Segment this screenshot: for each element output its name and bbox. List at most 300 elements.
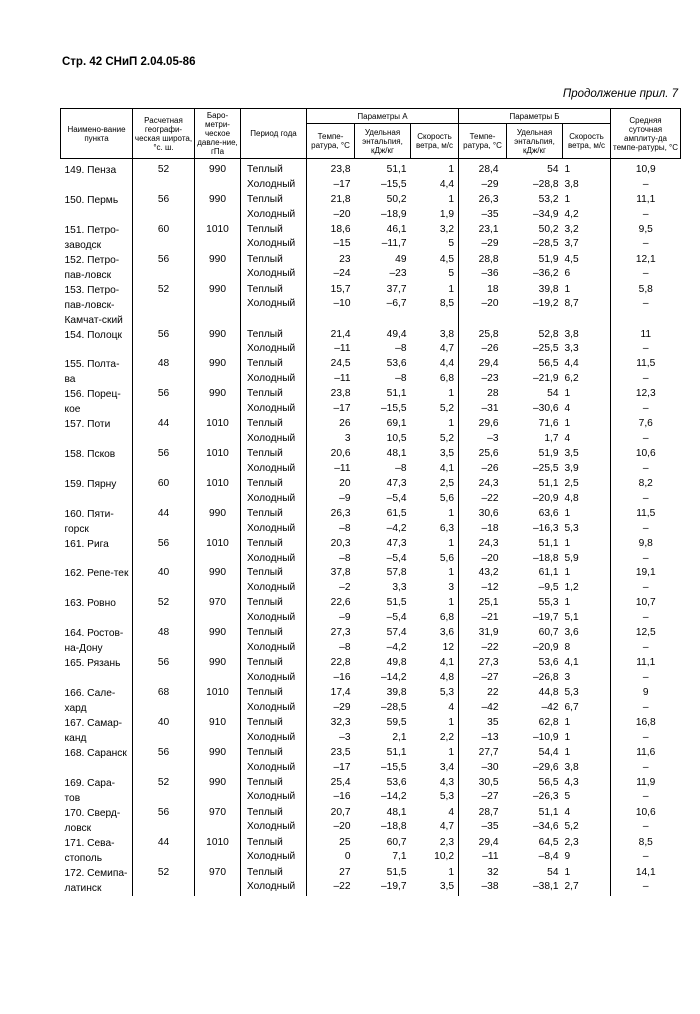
cell-temp-b (459, 537, 507, 567)
value-warm: 53,6 (538, 657, 559, 669)
cell-temp-a (307, 417, 355, 447)
cell-name: 157. Поти (64, 419, 111, 431)
value-warm: 1 (448, 388, 454, 400)
cell-wind-b (563, 566, 611, 596)
cell-pressure: 990 (195, 746, 241, 776)
value-cold: –8 (395, 463, 407, 475)
cell-period (241, 686, 307, 716)
value-cold: 4,1 (439, 463, 454, 475)
cell-wind-b (563, 656, 611, 686)
value-cold: 3 (448, 582, 454, 594)
value-warm: 3,6 (564, 627, 579, 639)
table-row (61, 507, 681, 537)
value-cold: –18,9 (381, 208, 407, 220)
value-warm: 1 (448, 866, 454, 878)
cell-amplitude (611, 477, 681, 507)
value-cold: –9 (339, 492, 351, 504)
value-cold: –20 (481, 552, 499, 564)
value-warm: 54 (547, 388, 559, 400)
value-cold: Холодный (247, 492, 296, 504)
cell-amplitude (611, 746, 681, 776)
value-cold: Холодный (247, 343, 296, 355)
climate-parameters-table (60, 108, 681, 896)
value-warm: 29,4 (478, 836, 499, 848)
cell-temp-b (459, 357, 507, 387)
value-warm: 24,5 (330, 358, 351, 370)
value-cold: –8 (395, 343, 407, 355)
value-cold: Холодный (247, 761, 296, 773)
value-warm: 1 (564, 866, 571, 878)
cell-temp-b (459, 836, 507, 866)
value-warm: 1 (448, 283, 454, 295)
value-warm: 20 (339, 477, 351, 489)
table-row (61, 866, 681, 896)
cell-wind-b (563, 477, 611, 507)
value-warm: 29,4 (478, 358, 499, 370)
cell-name: 160. Пяти-горск (64, 508, 114, 535)
cell-enthalpy-b (507, 566, 563, 596)
value-cold: 10,2 (434, 851, 454, 863)
cell-name: 158. Псков (64, 449, 116, 461)
value-warm: 48,1 (386, 448, 407, 460)
value-cold: –22 (333, 881, 351, 893)
value-warm: 23,8 (330, 164, 351, 175)
value-warm: 29,6 (478, 418, 499, 430)
cell-wind-b (563, 387, 611, 417)
value-cold: 5,2 (439, 433, 454, 445)
cell-period (241, 537, 307, 567)
cell-name: 171. Сева-стополь (64, 837, 115, 864)
cell-temp-b (459, 866, 507, 896)
value-amplitude-cold: – (642, 641, 649, 653)
value-amplitude-cold: – (642, 582, 649, 594)
value-cold: 6,8 (439, 373, 454, 385)
value-warm: 18 (487, 283, 499, 295)
value-warm: 56,5 (538, 776, 559, 788)
value-amplitude-cold: – (642, 821, 649, 833)
cell-latitude: 40 (133, 566, 195, 596)
value-cold: –17 (333, 761, 351, 773)
cell-latitude: 44 (133, 507, 195, 537)
value-warm: 50,2 (538, 223, 559, 235)
header-amplitude: Средняя суточная амплиту-да темпе-ратуры, °С (611, 109, 681, 159)
cell-amplitude (611, 283, 681, 328)
value-cold: Холодный (247, 552, 296, 564)
cell-latitude: 56 (133, 328, 195, 358)
cell-temp-a (307, 806, 355, 836)
value-warm: 48,1 (386, 806, 407, 818)
cell-name: 168. Саранск (64, 747, 127, 759)
cell-wind-a (411, 656, 459, 686)
value-cold: –19,7 (381, 881, 407, 893)
value-warm: 20,3 (330, 537, 351, 549)
cell-enthalpy-b (507, 159, 563, 193)
value-cold: –38 (481, 881, 499, 893)
cell-enthalpy-a (355, 283, 411, 328)
value-warm: 35 (487, 716, 499, 728)
value-cold: 1,2 (564, 582, 579, 594)
cell-latitude: 60 (133, 477, 195, 507)
cell-wind-b (563, 283, 611, 328)
value-warm: 51,1 (538, 537, 559, 549)
cell-wind-b (563, 626, 611, 656)
value-amplitude: 12,3 (635, 388, 656, 400)
value-warm: 49,4 (386, 328, 407, 340)
table-row (61, 537, 681, 567)
value-cold: 8,7 (564, 298, 579, 310)
value-amplitude: 12,1 (635, 253, 656, 265)
value-cold: Холодный (247, 701, 296, 713)
value-cold: –20 (481, 298, 499, 310)
value-amplitude-cold: – (642, 403, 649, 415)
cell-period (241, 566, 307, 596)
value-warm: 1 (564, 537, 571, 549)
cell-period (241, 387, 307, 417)
value-cold: 6,3 (439, 522, 454, 534)
value-warm: Теплый (247, 223, 283, 235)
cell-wind-b (563, 537, 611, 567)
value-amplitude: 11,5 (636, 507, 656, 519)
value-warm: 61,1 (538, 567, 559, 579)
cell-pressure: 990 (195, 626, 241, 656)
value-cold: Холодный (247, 671, 296, 683)
cell-wind-a (411, 537, 459, 567)
cell-period (241, 656, 307, 686)
value-warm: 31,9 (478, 627, 499, 639)
cell-latitude: 56 (133, 537, 195, 567)
value-warm: 53,6 (386, 358, 407, 370)
cell-amplitude (611, 223, 681, 253)
cell-name: 163. Ровно (64, 598, 116, 610)
value-cold: 5,3 (564, 522, 579, 534)
cell-wind-a (411, 417, 459, 447)
table-row (61, 626, 681, 656)
cell-period (241, 507, 307, 537)
cell-enthalpy-a (355, 223, 411, 253)
cell-enthalpy-b (507, 507, 563, 537)
value-cold: Холодный (247, 612, 296, 624)
page-reference: Стр. 42 СНиП 2.04.05-86 (62, 56, 196, 68)
cell-enthalpy-b (507, 537, 563, 567)
cell-amplitude (611, 566, 681, 596)
value-cold: Холодный (247, 433, 296, 445)
value-warm: 22,6 (330, 597, 351, 609)
value-amplitude-cold: – (642, 373, 649, 385)
cell-period (241, 806, 307, 836)
cell-period (241, 716, 307, 746)
value-warm: 27,7 (478, 746, 499, 758)
cell-name: 164. Ростов-на-Дону (64, 628, 124, 655)
value-warm: Теплый (247, 836, 283, 848)
cell-enthalpy-b (507, 447, 563, 477)
value-amplitude-cold: – (642, 791, 649, 803)
cell-temp-a (307, 193, 355, 223)
value-cold: –13 (481, 731, 499, 743)
value-amplitude-cold: – (642, 701, 649, 713)
value-warm: 47,3 (386, 477, 407, 489)
value-warm: 25,8 (478, 328, 499, 340)
cell-enthalpy-a (355, 193, 411, 223)
cell-enthalpy-b (507, 626, 563, 656)
value-cold: –4,2 (386, 522, 407, 534)
value-cold: –11 (334, 343, 351, 355)
cell-wind-a (411, 836, 459, 866)
value-cold: –10,9 (533, 731, 559, 743)
value-warm: 25 (339, 836, 351, 848)
value-warm: 1 (564, 507, 571, 519)
cell-enthalpy-a (355, 656, 411, 686)
cell-temp-a (307, 836, 355, 866)
cell-wind-b (563, 836, 611, 866)
value-warm: 3,8 (564, 328, 579, 340)
value-cold: 8,5 (439, 298, 454, 310)
value-warm: 1 (448, 507, 454, 519)
cell-amplitude (611, 357, 681, 387)
cell-wind-b (563, 866, 611, 896)
value-warm: Теплый (247, 283, 283, 295)
value-cold: –10 (333, 298, 351, 310)
cell-enthalpy-a (355, 159, 411, 193)
value-cold: –17 (333, 178, 351, 190)
cell-enthalpy-b (507, 596, 563, 626)
value-warm: 4,5 (564, 253, 579, 265)
cell-enthalpy-a (355, 626, 411, 656)
value-cold: –16 (333, 791, 351, 803)
value-amplitude: 11,1 (636, 657, 656, 669)
cell-wind-b (563, 417, 611, 447)
value-cold: 4,4 (439, 178, 454, 190)
value-warm: 51,1 (538, 806, 559, 818)
cell-wind-b (563, 507, 611, 537)
value-warm: 27,3 (478, 657, 499, 669)
value-cold: 4 (564, 433, 571, 445)
cell-temp-a (307, 507, 355, 537)
cell-pressure: 970 (195, 596, 241, 626)
cell-latitude: 56 (133, 193, 195, 223)
value-cold: –14,2 (381, 671, 407, 683)
value-cold: –15,5 (381, 761, 407, 773)
value-warm: 1 (448, 597, 454, 609)
value-cold: Холодный (247, 791, 296, 803)
cell-pressure: 990 (195, 656, 241, 686)
value-cold: Холодный (247, 403, 296, 415)
cell-wind-a (411, 806, 459, 836)
cell-temp-b (459, 328, 507, 358)
value-warm: Теплый (247, 477, 283, 489)
value-warm: Теплый (247, 448, 283, 460)
value-amplitude-cold: – (642, 238, 649, 250)
value-cold: 4,8 (439, 671, 454, 683)
cell-enthalpy-a (355, 507, 411, 537)
cell-temp-a (307, 283, 355, 328)
cell-temp-b (459, 159, 507, 193)
cell-temp-a (307, 776, 355, 806)
value-cold: Холодный (247, 522, 296, 534)
value-cold: –3 (339, 731, 351, 743)
header-name: Наимено-вание пункта (61, 109, 133, 159)
header-temp-b: Темпе-ратура, °С (459, 124, 507, 159)
value-cold: 3,9 (564, 463, 579, 475)
value-warm: 49,8 (386, 657, 407, 669)
value-cold: –29 (481, 238, 499, 250)
value-cold: –36,2 (533, 268, 559, 280)
value-warm: 25,4 (330, 776, 351, 788)
value-amplitude: 7,6 (638, 418, 653, 430)
value-warm: 1 (564, 164, 571, 175)
value-warm: 21,8 (330, 193, 351, 205)
value-warm: 18,6 (330, 223, 351, 235)
cell-wind-a (411, 477, 459, 507)
value-amplitude-cold: – (642, 433, 649, 445)
cell-latitude: 52 (133, 776, 195, 806)
value-cold: –8 (395, 373, 407, 385)
cell-wind-a (411, 866, 459, 896)
value-warm: 20,6 (330, 448, 351, 460)
value-cold: –8 (339, 641, 351, 653)
value-warm: 1 (564, 388, 571, 400)
cell-wind-a (411, 253, 459, 283)
value-cold: –12 (481, 582, 499, 594)
value-warm: 26 (339, 418, 351, 430)
value-warm: 53,6 (386, 776, 407, 788)
value-cold: –31 (481, 403, 499, 415)
cell-period (241, 159, 307, 193)
value-amplitude: 11,9 (636, 776, 656, 788)
value-warm: 28,8 (478, 253, 499, 265)
header-enthalpy-b: Удельная энтальпия, кДж/кг (507, 124, 563, 159)
cell-enthalpy-a (355, 357, 411, 387)
value-warm: Теплый (247, 328, 283, 340)
value-cold: –5,4 (386, 492, 407, 504)
cell-name: 154. Полоцк (64, 329, 122, 341)
value-amplitude: 11,5 (636, 358, 656, 370)
value-cold: –20 (333, 208, 351, 220)
cell-name: 165. Рязань (64, 658, 121, 670)
table-row (61, 656, 681, 686)
value-warm: 4 (564, 806, 571, 818)
value-amplitude: 9,8 (638, 537, 653, 549)
cell-pressure: 1010 (195, 477, 241, 507)
value-warm: 2,3 (564, 836, 579, 848)
value-warm: 1 (564, 193, 571, 205)
cell-temp-a (307, 746, 355, 776)
cell-enthalpy-a (355, 806, 411, 836)
value-warm: 59,5 (386, 716, 407, 728)
value-cold: –28,5 (533, 238, 559, 250)
value-cold: –18,8 (381, 821, 407, 833)
cell-wind-a (411, 283, 459, 328)
value-warm: Теплый (247, 746, 283, 758)
value-warm: 3,5 (564, 448, 579, 460)
value-amplitude-cold: – (642, 761, 649, 773)
cell-period (241, 477, 307, 507)
cell-wind-a (411, 596, 459, 626)
value-warm: 4,4 (439, 358, 454, 370)
value-cold: –25,5 (533, 343, 559, 355)
cell-wind-b (563, 253, 611, 283)
value-cold: 3 (564, 671, 571, 683)
value-warm: 37,8 (330, 567, 351, 579)
table-row (61, 686, 681, 716)
value-warm: 53,2 (538, 193, 559, 205)
cell-temp-a (307, 328, 355, 358)
value-warm: 23 (339, 253, 351, 265)
table-row (61, 806, 681, 836)
value-cold: 4 (448, 701, 454, 713)
cell-latitude: 44 (133, 836, 195, 866)
value-warm: 54,4 (538, 746, 559, 758)
value-warm: 4,1 (439, 657, 454, 669)
header-params-a: Параметры А (307, 109, 459, 124)
cell-enthalpy-b (507, 716, 563, 746)
cell-amplitude (611, 507, 681, 537)
table-row (61, 328, 681, 358)
cell-temp-b (459, 806, 507, 836)
cell-temp-b (459, 283, 507, 328)
cell-enthalpy-a (355, 253, 411, 283)
value-cold: –27 (481, 671, 499, 683)
value-warm: 62,8 (538, 716, 559, 728)
value-cold: 10,5 (386, 433, 407, 445)
value-amplitude-cold: – (642, 881, 649, 893)
value-cold: –16,3 (533, 522, 559, 534)
value-warm: 27,3 (330, 627, 351, 639)
value-warm: Теплый (247, 388, 283, 400)
value-cold: –6,7 (386, 298, 407, 310)
cell-enthalpy-b (507, 746, 563, 776)
value-warm: 39,8 (538, 283, 559, 295)
value-cold: –8 (339, 522, 351, 534)
value-cold: 6,8 (439, 612, 454, 624)
value-cold: –29 (481, 178, 499, 190)
cell-enthalpy-b (507, 806, 563, 836)
value-cold: –17 (333, 403, 351, 415)
value-warm: Теплый (247, 567, 283, 579)
value-cold: –20,9 (533, 492, 559, 504)
table-row (61, 193, 681, 223)
value-warm: 32 (487, 866, 499, 878)
cell-pressure: 1010 (195, 686, 241, 716)
cell-latitude: 56 (133, 253, 195, 283)
value-amplitude-cold: – (642, 851, 649, 863)
value-warm: 28,4 (478, 164, 499, 175)
cell-period (241, 417, 307, 447)
cell-wind-a (411, 746, 459, 776)
cell-enthalpy-a (355, 746, 411, 776)
value-cold: –42 (481, 701, 499, 713)
cell-wind-b (563, 447, 611, 477)
value-warm: 57,4 (386, 627, 407, 639)
value-cold: Холодный (247, 463, 296, 475)
cell-enthalpy-b (507, 328, 563, 358)
value-cold: Холодный (247, 821, 296, 833)
cell-amplitude (611, 537, 681, 567)
value-cold: –11 (482, 851, 499, 863)
value-cold: 0 (344, 851, 351, 863)
cell-enthalpy-b (507, 193, 563, 223)
cell-temp-b (459, 626, 507, 656)
value-cold: 3,4 (439, 761, 454, 773)
value-cold: 12 (442, 641, 454, 653)
value-warm: 24,3 (478, 477, 499, 489)
value-warm: 56,5 (538, 358, 559, 370)
cell-period (241, 193, 307, 223)
cell-amplitude (611, 866, 681, 896)
cell-pressure: 990 (195, 507, 241, 537)
cell-temp-b (459, 223, 507, 253)
table-row (61, 283, 681, 328)
value-warm: 51,5 (386, 866, 407, 878)
